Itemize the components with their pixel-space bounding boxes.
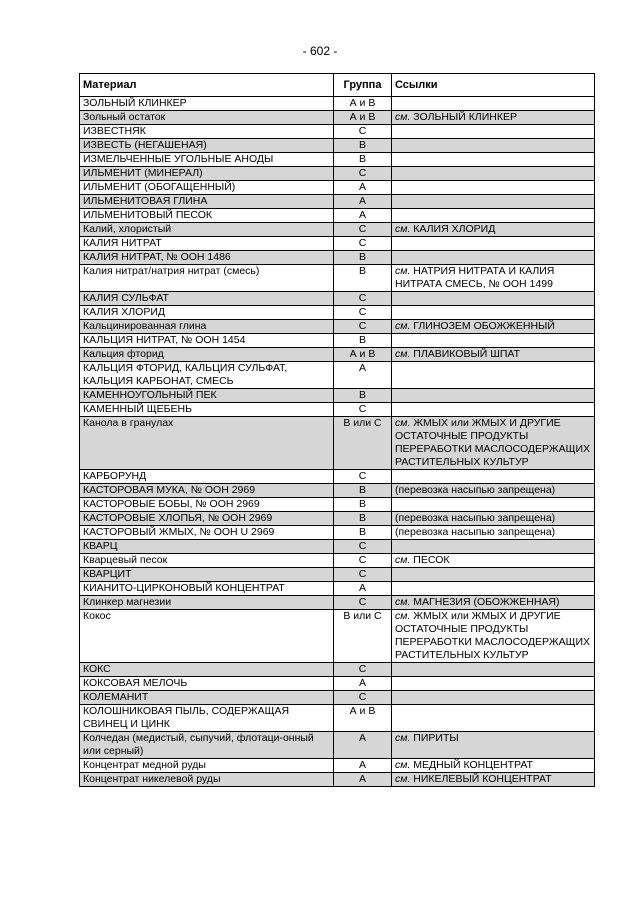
group-cell: А	[334, 195, 392, 209]
reference-cell	[392, 540, 595, 554]
reference-cell	[392, 195, 595, 209]
reference-cell	[392, 237, 595, 251]
group-cell: В или С	[334, 417, 392, 470]
material-cell: Кальцинированная глина	[80, 320, 334, 334]
reference-cell	[392, 705, 595, 732]
material-cell: Кальция фторид	[80, 348, 334, 362]
material-cell: КОКС	[80, 663, 334, 677]
reference-cell	[392, 554, 595, 568]
material-cell: КАСТОРОВЫЕ ХЛОПЬЯ, № ООН 2969	[80, 512, 334, 526]
material-cell: Колчедан (медистый, сыпучий, флотаци-онный или серный)	[80, 732, 334, 759]
material-cell: ИЛЬМЕНИТОВАЯ ГЛИНА	[80, 195, 334, 209]
reference-text: (перевозка насыпью запрещена)	[395, 526, 556, 538]
reference-cell	[392, 181, 595, 195]
material-cell: КАЛИЯ НИТРАТ	[80, 237, 334, 251]
material-cell: ИЗМЕЛЬЧЕННЫЕ УГОЛЬНЫЕ АНОДЫ	[80, 153, 334, 167]
table-row	[80, 484, 595, 498]
reference-cell	[392, 582, 595, 596]
material-cell: КАЛЬЦИЯ НИТРАТ, № ООН 1454	[80, 334, 334, 348]
material-cell: КВАРЦИТ	[80, 568, 334, 582]
reference-cell	[392, 526, 595, 540]
table-row	[80, 554, 595, 568]
material-cell: КАМЕННЫЙ ЩЕБЕНЬ	[80, 403, 334, 417]
group-cell: А и В	[334, 111, 392, 125]
reference-text: (перевозка насыпью запрещена)	[395, 512, 556, 524]
table-row	[80, 773, 595, 787]
material-cell: Кварцевый песок	[80, 554, 334, 568]
reference-cell	[392, 759, 595, 773]
group-cell: А	[334, 181, 392, 195]
reference-cell	[392, 484, 595, 498]
material-cell: КАСТОРОВЫЕ БОБЫ, № ООН 2969	[80, 498, 334, 512]
reference-cell	[392, 677, 595, 691]
group-cell: А	[334, 362, 392, 389]
see-prefix: см.	[395, 223, 411, 235]
table-row	[80, 568, 595, 582]
see-prefix: см.	[395, 759, 411, 771]
group-cell: В	[334, 153, 392, 167]
table-row	[80, 195, 595, 209]
group-cell: В	[334, 251, 392, 265]
reference-cell	[392, 417, 595, 470]
reference-text: НИКЕЛЕВЫЙ КОНЦЕНТРАТ	[413, 773, 552, 785]
table-row	[80, 417, 595, 470]
material-cell: ИЗВЕСТЬ (НЕГАШЕНАЯ)	[80, 139, 334, 153]
reference-text: ЗОЛЬНЫЙ КЛИНКЕР	[413, 111, 517, 123]
reference-text: ЖМЫХ или ЖМЫХ И ДРУГИЕ ОСТАТОЧНЫЕ ПРОДУКТЫ ПЕРЕРАБОТКИ МАСЛОСОДЕРЖАЩИХ РАСТИТЕЛЬНЫХ КУЛЬТУР	[395, 610, 590, 661]
group-cell: С	[334, 554, 392, 568]
group-cell: А	[334, 582, 392, 596]
table-row	[80, 498, 595, 512]
table-row	[80, 691, 595, 705]
material-cell: КВАРЦ	[80, 540, 334, 554]
reference-cell	[392, 362, 595, 389]
group-cell: С	[334, 320, 392, 334]
group-cell: С	[334, 663, 392, 677]
group-cell: В	[334, 389, 392, 403]
group-cell: А	[334, 732, 392, 759]
reference-cell	[392, 610, 595, 663]
reference-cell	[392, 292, 595, 306]
table-row	[80, 97, 595, 111]
group-cell: С	[334, 568, 392, 582]
group-cell: С	[334, 306, 392, 320]
table-row	[80, 265, 595, 292]
table-row	[80, 181, 595, 195]
reference-cell	[392, 265, 595, 292]
reference-text: ПЕСОК	[413, 554, 450, 566]
material-cell: КАМЕННОУГОЛЬНЫЙ ПЕК	[80, 389, 334, 403]
group-cell: С	[334, 223, 392, 237]
see-prefix: см.	[395, 554, 411, 566]
table-row	[80, 237, 595, 251]
reference-cell	[392, 306, 595, 320]
reference-cell	[392, 320, 595, 334]
group-cell: А и В	[334, 348, 392, 362]
table-row	[80, 306, 595, 320]
reference-cell	[392, 125, 595, 139]
reference-cell	[392, 389, 595, 403]
group-cell: В	[334, 512, 392, 526]
material-cell: КИАНИТО-ЦИРКОНОВЫЙ КОНЦЕНТРАТ	[80, 582, 334, 596]
material-cell: Клинкер магнезии	[80, 596, 334, 610]
group-cell: С	[334, 596, 392, 610]
materials-table	[79, 73, 595, 787]
reference-cell	[392, 498, 595, 512]
table-row	[80, 759, 595, 773]
group-cell: В	[334, 139, 392, 153]
material-cell: КАЛИЯ СУЛЬФАТ	[80, 292, 334, 306]
reference-text: КАЛИЯ ХЛОРИД	[413, 223, 496, 235]
reference-cell	[392, 348, 595, 362]
reference-cell	[392, 403, 595, 417]
reference-cell	[392, 691, 595, 705]
group-cell: В	[334, 484, 392, 498]
material-cell: Канола в гранулах	[80, 417, 334, 470]
table-row	[80, 223, 595, 237]
material-cell: ИЛЬМЕНИТОВЫЙ ПЕСОК	[80, 209, 334, 223]
reference-cell	[392, 663, 595, 677]
material-cell: КОКСОВАЯ МЕЛОЧЬ	[80, 677, 334, 691]
see-prefix: см.	[395, 111, 411, 123]
group-cell: А	[334, 773, 392, 787]
material-cell: ИЛЬМЕНИТ (ОБОГАЩЕННЫЙ)	[80, 181, 334, 195]
see-prefix: см.	[395, 320, 411, 332]
material-cell: ИЛЬМЕНИТ (МИНЕРАЛ)	[80, 167, 334, 181]
table-row	[80, 389, 595, 403]
material-cell: ЗОЛЬНЫЙ КЛИНКЕР	[80, 97, 334, 111]
reference-cell	[392, 251, 595, 265]
group-cell: С	[334, 237, 392, 251]
reference-cell	[392, 139, 595, 153]
material-cell: КОЛЕМАНИТ	[80, 691, 334, 705]
reference-text: ГЛИНОЗЕМ ОБОЖЖЕННЫЙ	[413, 320, 555, 332]
group-cell: С	[334, 403, 392, 417]
table-row	[80, 292, 595, 306]
see-prefix: см.	[395, 348, 411, 360]
see-prefix: см.	[395, 417, 411, 429]
reference-text: (перевозка насыпью запрещена)	[395, 484, 556, 496]
group-cell: В	[334, 498, 392, 512]
table-row	[80, 362, 595, 389]
group-cell: А и В	[334, 705, 392, 732]
reference-cell	[392, 773, 595, 787]
material-cell: Калия нитрат/натрия нитрат (смесь)	[80, 265, 334, 292]
table-row	[80, 512, 595, 526]
see-prefix: см.	[395, 773, 411, 785]
page-number: - 602 -	[302, 44, 338, 58]
reference-cell	[392, 334, 595, 348]
group-cell: С	[334, 470, 392, 484]
reference-text: ПИРИТЫ	[413, 732, 459, 744]
group-cell: А и В	[334, 97, 392, 111]
reference-cell	[392, 97, 595, 111]
see-prefix: см.	[395, 265, 411, 277]
table-row	[80, 470, 595, 484]
table-row	[80, 111, 595, 125]
column-header-material: Материал	[80, 74, 334, 97]
material-cell: Концентрат никелевой руды	[80, 773, 334, 787]
table-row	[80, 209, 595, 223]
group-cell: С	[334, 540, 392, 554]
group-cell: С	[334, 125, 392, 139]
table-row	[80, 348, 595, 362]
table-header-row	[80, 74, 595, 97]
table-body	[80, 97, 595, 787]
material-cell: КАЛЬЦИЯ ФТОРИД, КАЛЬЦИЯ СУЛЬФАТ, КАЛЬЦИЯ КАРБОНАТ, СМЕСЬ	[80, 362, 334, 389]
reference-text: МАГНЕЗИЯ (ОБОЖЖЕННАЯ)	[413, 596, 560, 608]
material-cell: КАСТОРОВАЯ МУКА, № ООН 2969	[80, 484, 334, 498]
material-cell: Концентрат медной руды	[80, 759, 334, 773]
reference-cell	[392, 167, 595, 181]
group-cell: В	[334, 526, 392, 540]
table-row	[80, 320, 595, 334]
group-cell: С	[334, 292, 392, 306]
see-prefix: см.	[395, 610, 411, 622]
table-row	[80, 677, 595, 691]
table-row	[80, 732, 595, 759]
table-row	[80, 526, 595, 540]
column-header-references: Ссылки	[392, 74, 595, 97]
reference-cell	[392, 512, 595, 526]
material-cell: КАЛИЯ НИТРАТ, № ООН 1486	[80, 251, 334, 265]
reference-text: ПЛАВИКОВЫЙ ШПАТ	[413, 348, 520, 360]
material-cell: КАЛИЯ ХЛОРИД	[80, 306, 334, 320]
group-cell: С	[334, 167, 392, 181]
group-cell: А	[334, 209, 392, 223]
reference-cell	[392, 111, 595, 125]
see-prefix: см.	[395, 732, 411, 744]
table-row	[80, 167, 595, 181]
table-row	[80, 663, 595, 677]
reference-text: МЕДНЫЙ КОНЦЕНТРАТ	[413, 759, 533, 771]
reference-cell	[392, 470, 595, 484]
table-row	[80, 610, 595, 663]
reference-cell	[392, 732, 595, 759]
table-row	[80, 596, 595, 610]
material-cell: Зольный остаток	[80, 111, 334, 125]
table-row	[80, 334, 595, 348]
reference-text: НАТРИЯ НИТРАТА И КАЛИЯ НИТРАТА СМЕСЬ, № ООН 1499	[395, 265, 555, 290]
reference-cell	[392, 209, 595, 223]
reference-cell	[392, 596, 595, 610]
group-cell: А	[334, 677, 392, 691]
reference-cell	[392, 568, 595, 582]
reference-cell	[392, 223, 595, 237]
group-cell: А	[334, 759, 392, 773]
group-cell: С	[334, 691, 392, 705]
material-cell: ИЗВЕСТНЯК	[80, 125, 334, 139]
table-row	[80, 139, 595, 153]
table-row	[80, 125, 595, 139]
material-cell: КАРБОРУНД	[80, 470, 334, 484]
reference-text: ЖМЫХ или ЖМЫХ И ДРУГИЕ ОСТАТОЧНЫЕ ПРОДУКТЫ ПЕРЕРАБОТКИ МАСЛОСОДЕРЖАЩИХ РАСТИТЕЛЬНЫХ КУЛЬТУР	[395, 417, 590, 468]
material-cell: Кокос	[80, 610, 334, 663]
table-row	[80, 582, 595, 596]
table-row	[80, 705, 595, 732]
material-cell: КОЛОШНИКОВАЯ ПЫЛЬ, СОДЕРЖАЩАЯ СВИНЕЦ И ЦИНК	[80, 705, 334, 732]
group-cell: В	[334, 334, 392, 348]
table-row	[80, 540, 595, 554]
group-cell: В	[334, 265, 392, 292]
column-header-group: Группа	[334, 74, 392, 97]
table-row	[80, 403, 595, 417]
material-cell: Калий, хлористый	[80, 223, 334, 237]
reference-cell	[392, 153, 595, 167]
material-cell: КАСТОРОВЫЙ ЖМЫХ, № ООН U 2969	[80, 526, 334, 540]
table-row	[80, 153, 595, 167]
see-prefix: см.	[395, 596, 411, 608]
group-cell: В или С	[334, 610, 392, 663]
table-row	[80, 251, 595, 265]
